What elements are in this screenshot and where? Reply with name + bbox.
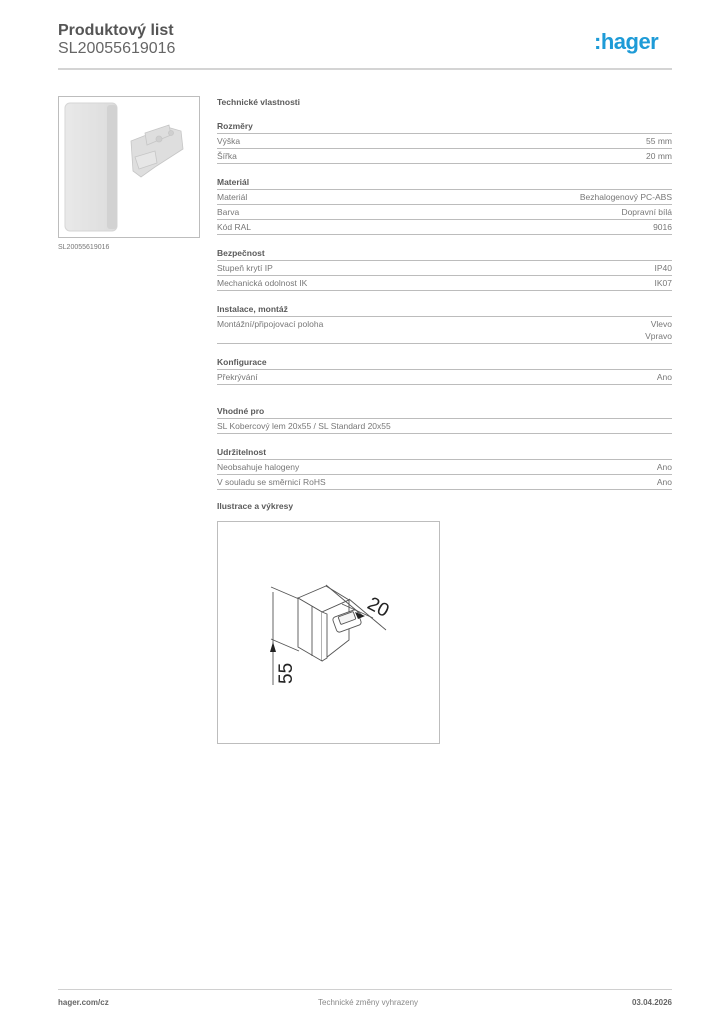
spec-value: Vlevo	[650, 319, 672, 329]
spec-row	[217, 460, 672, 475]
spec-value: 20 mm	[646, 151, 672, 161]
spec-label: Překrývání	[217, 372, 258, 382]
spec-label: Barva	[217, 207, 240, 217]
spec-value: Dopravní bílá	[621, 207, 672, 217]
hager-logo: :hager	[594, 29, 659, 54]
footer-date: 03.04.2026	[631, 998, 672, 1007]
spec-label: Výška	[217, 136, 241, 146]
spec-row	[217, 220, 672, 235]
group-title: Konfigurace	[217, 356, 672, 370]
group-title: Rozměry	[217, 120, 672, 134]
specs-title: Technické vlastnosti	[217, 97, 300, 107]
spec-value: IK07	[654, 278, 672, 288]
spec-value: Vpravo	[645, 331, 672, 341]
spec-group-safety	[217, 247, 672, 291]
spec-row	[217, 276, 672, 291]
group-title: Vhodné pro	[217, 405, 672, 419]
spec-group-suitable-for	[217, 405, 672, 434]
dimension-width-label: 20	[363, 593, 393, 622]
spec-value: Ano	[656, 372, 672, 382]
spec-row	[217, 149, 672, 164]
spec-row	[217, 475, 672, 490]
spec-value-list	[645, 318, 672, 342]
spec-label: Mechanická odolnost IK	[217, 278, 308, 288]
spec-group-configuration	[217, 356, 672, 385]
illustrations-title: Ilustrace a výkresy	[217, 501, 294, 511]
group-title: Udržitelnost	[217, 446, 672, 460]
spec-label: Materiál	[217, 192, 248, 202]
spec-value: Ano	[656, 477, 672, 487]
spec-label: Šířka	[217, 151, 237, 161]
group-title: Bezpečnost	[217, 247, 672, 261]
dimension-drawing-icon	[218, 522, 439, 743]
group-title: Materiál	[217, 176, 672, 190]
product-photo-icon	[59, 97, 199, 237]
spec-label: Stupeň krytí IP	[217, 263, 273, 273]
spec-row	[217, 317, 672, 344]
dimension-height-label: 55	[276, 662, 297, 684]
spec-row	[217, 370, 672, 385]
spec-value: Ano	[656, 462, 672, 472]
spec-group-dimensions	[217, 120, 672, 164]
spec-row	[217, 419, 672, 434]
footer-notice: Technické změny vyhrazeny	[318, 998, 419, 1007]
spec-row	[217, 190, 672, 205]
spec-group-material	[217, 176, 672, 235]
product-code: SL20055619016	[58, 40, 176, 57]
technical-specs	[217, 96, 672, 490]
technical-drawing	[217, 521, 440, 744]
spec-group-sustainability	[217, 446, 672, 490]
spec-label: SL Kobercový lem 20x55 / SL Standard 20x55	[217, 421, 391, 431]
product-image-caption: SL20055619016	[58, 244, 110, 251]
footer-divider	[58, 989, 672, 990]
header-divider	[58, 68, 672, 70]
spec-value: Bezhalogenový PC-ABS	[579, 192, 672, 202]
spec-value: IP40	[654, 263, 672, 273]
spec-value: 55 mm	[646, 136, 672, 146]
product-image	[58, 96, 200, 238]
spec-row	[217, 261, 672, 276]
spec-label: Neobsahuje halogeny	[217, 462, 300, 472]
footer-website-link[interactable]: hager.com/cz	[58, 998, 109, 1007]
spec-label: Kód RAL	[217, 222, 252, 232]
page-title: Produktový list	[58, 22, 174, 39]
spec-row	[217, 205, 672, 220]
spec-group-installation	[217, 303, 672, 344]
group-title: Instalace, montáž	[217, 303, 672, 317]
spec-value: 9016	[653, 222, 672, 232]
spec-row	[217, 134, 672, 149]
spec-label: Montážní/připojovací poloha	[217, 319, 324, 329]
spec-label: V souladu se směrnicí RoHS	[217, 477, 326, 487]
